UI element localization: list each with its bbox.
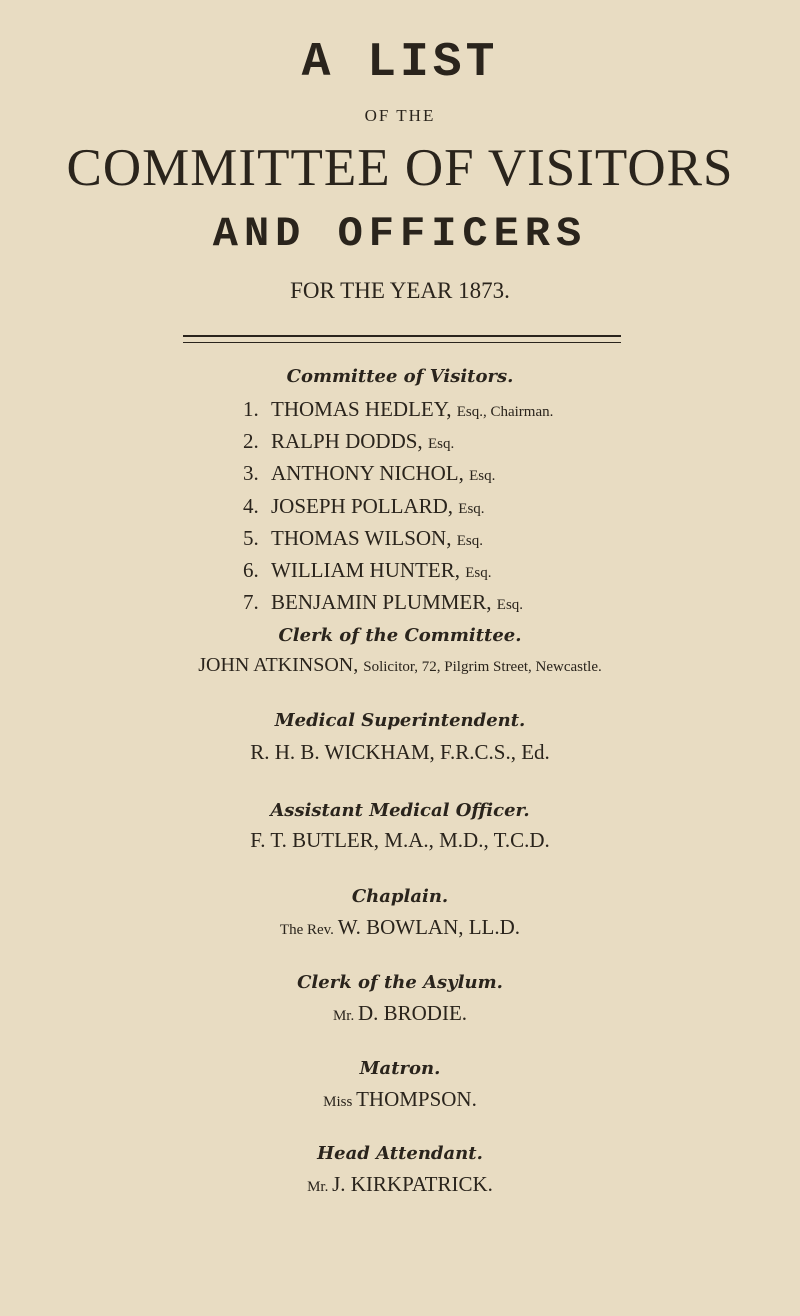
- list-item: 4. JOSEPH POLLARD, Esq.: [243, 493, 485, 518]
- committee-member-list: [243, 395, 553, 620]
- head-attendant-heading: Head Attendant.: [317, 1143, 483, 1164]
- chaplain-name: The Rev. W. BOWLAN, LL.D.: [279, 915, 521, 939]
- list-item: 7. BENJAMIN PLUMMER, Esq.: [243, 590, 524, 615]
- assistant-medical-officer-heading: Assistant Medical Officer.: [270, 800, 530, 821]
- medical-superintendent-heading: Medical Superintendent.: [274, 710, 526, 731]
- double-rule-bottom: [183, 342, 621, 343]
- head-attendant-name: Mr. J. KIRKPATRICK.: [307, 1172, 493, 1196]
- clerk-committee-name: JOHN ATKINSON, Solicitor, 72, Pilgrim Street, Newcastle.: [198, 654, 602, 676]
- matron-name: Miss THOMPSON.: [323, 1087, 477, 1111]
- double-rule-top: [183, 335, 621, 337]
- title-a-list: A LIST: [301, 36, 499, 90]
- title-for-the-year: FOR THE YEAR 1873.: [290, 278, 510, 303]
- clerk-asylum-name: Mr. D. BRODIE.: [332, 1001, 468, 1025]
- list-item: 6. WILLIAM HUNTER, Esq.: [243, 558, 492, 583]
- assistant-medical-officer-name: F. T. BUTLER, M.A., M.D., T.C.D.: [250, 828, 550, 852]
- list-item: 3. ANTHONY NICHOL, Esq.: [243, 461, 496, 486]
- clerk-committee-heading: Clerk of the Committee.: [278, 625, 522, 646]
- list-item: 2. RALPH DODDS, Esq.: [243, 429, 455, 454]
- committee-heading: Committee of Visitors.: [286, 366, 514, 387]
- list-item: 5. THOMAS WILSON, Esq.: [243, 525, 483, 550]
- title-committee-of-visitors: COMMITTEE OF VISITORS: [66, 139, 734, 197]
- matron-heading: Matron.: [359, 1058, 441, 1079]
- title-of-the: OF THE: [364, 106, 436, 125]
- clerk-asylum-heading: Clerk of the Asylum.: [297, 972, 503, 993]
- chaplain-heading: Chaplain.: [351, 886, 449, 907]
- medical-superintendent-name: R. H. B. WICKHAM, F.R.C.S., Ed.: [250, 740, 550, 764]
- list-item: 1. THOMAS HEDLEY, Esq., Chairman.: [243, 397, 554, 421]
- title-and-officers: AND OFFICERS: [212, 210, 588, 258]
